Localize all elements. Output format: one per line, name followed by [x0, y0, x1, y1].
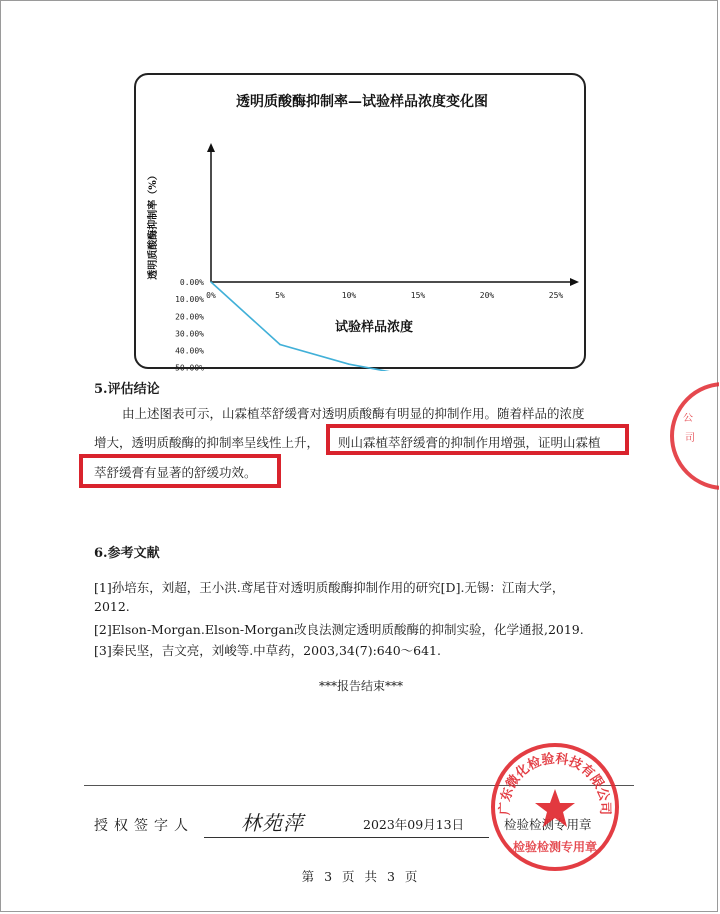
conclusion-line-2a: 增大，透明质酸酶的抑制率呈线性上升，	[94, 435, 320, 450]
conclusion-line-2b: 则山霖植萃舒缓膏的抑制作用增强，证明山霖植	[338, 435, 601, 450]
y-tick-label: 50.00%	[175, 363, 204, 371]
x-tick-label: 25%	[548, 291, 564, 300]
svg-text:公: 公	[683, 413, 693, 424]
seal-caption: 检验检测专用章	[504, 817, 592, 832]
conclusion-line-3: 萃舒缓膏有显著的舒缓功效。	[94, 465, 257, 480]
highlight-box-1	[326, 424, 629, 455]
x-tick-label: 5%	[275, 291, 285, 300]
chart-title: 透明质酸酶抑制率—试验样品浓度变化图	[236, 94, 488, 110]
data-point	[279, 344, 281, 346]
handwritten-signature: 林苑萍	[241, 811, 304, 835]
reference-1-cont: 2012.	[94, 599, 130, 614]
conclusion-title: 5.评估结论	[94, 382, 160, 397]
reference-2: [2]Elson-Morgan.Elson-Morgan改良法测定透明质酸酶的抑制实验，化学通报,2019.	[94, 622, 584, 637]
conclusion-line-1: 由上述图表可示，山霖植萃舒缓膏对透明质酸酶有明显的抑制作用。随着样品的浓度	[122, 406, 585, 421]
x-tick-label: 15%	[410, 291, 426, 300]
signature-date: 2023年09月13日	[363, 817, 465, 832]
partial-seal-stamp	[669, 381, 719, 491]
page-number: 第 3 页 共 3 页	[301, 869, 421, 884]
signature-underline	[204, 837, 489, 838]
company-seal-stamp	[487, 739, 623, 875]
references-title: 6.参考文献	[94, 546, 160, 561]
data-point	[348, 363, 350, 365]
y-tick-label: 10.00%	[175, 295, 204, 305]
line-chart	[136, 75, 588, 371]
data-point	[210, 281, 212, 283]
y-tick-label: 20.00%	[175, 312, 204, 322]
svg-text:司: 司	[685, 433, 695, 444]
reference-1: [1]孙培东，刘超，王小洪.鸢尾苷对透明质酸酶抑制作用的研究[D].无锡：江南大学，	[94, 580, 565, 595]
y-axis-label: 透明质酸酶抑制率（%）	[148, 170, 159, 280]
y-tick-label: 40.00%	[175, 346, 204, 356]
x-axis-label: 试验样品浓度	[334, 320, 414, 335]
x-tick-label: 0%	[206, 291, 216, 300]
x-axis-arrow	[570, 278, 579, 286]
y-axis-arrow	[207, 143, 215, 152]
x-tick-label: 10%	[341, 291, 357, 300]
signer-label: 授权签字人	[94, 818, 194, 834]
highlight-box-2	[79, 454, 281, 488]
y-tick-label: 30.00%	[175, 329, 204, 339]
y-tick-label: 0.00%	[179, 278, 204, 287]
reference-3: [3]秦民坚，吉文亮，刘峻等.中草药，2003,34(7):640～641.	[94, 643, 441, 658]
chart-frame	[134, 73, 586, 369]
report-end-marker: ***报告结束***	[318, 679, 403, 693]
x-tick-label: 20%	[479, 291, 495, 300]
svg-text:广东微化检验科技有限公司: 广东微化检验科技有限公司	[497, 751, 613, 816]
svg-text:检验检测专用章: 检验检测专用章	[512, 840, 598, 854]
